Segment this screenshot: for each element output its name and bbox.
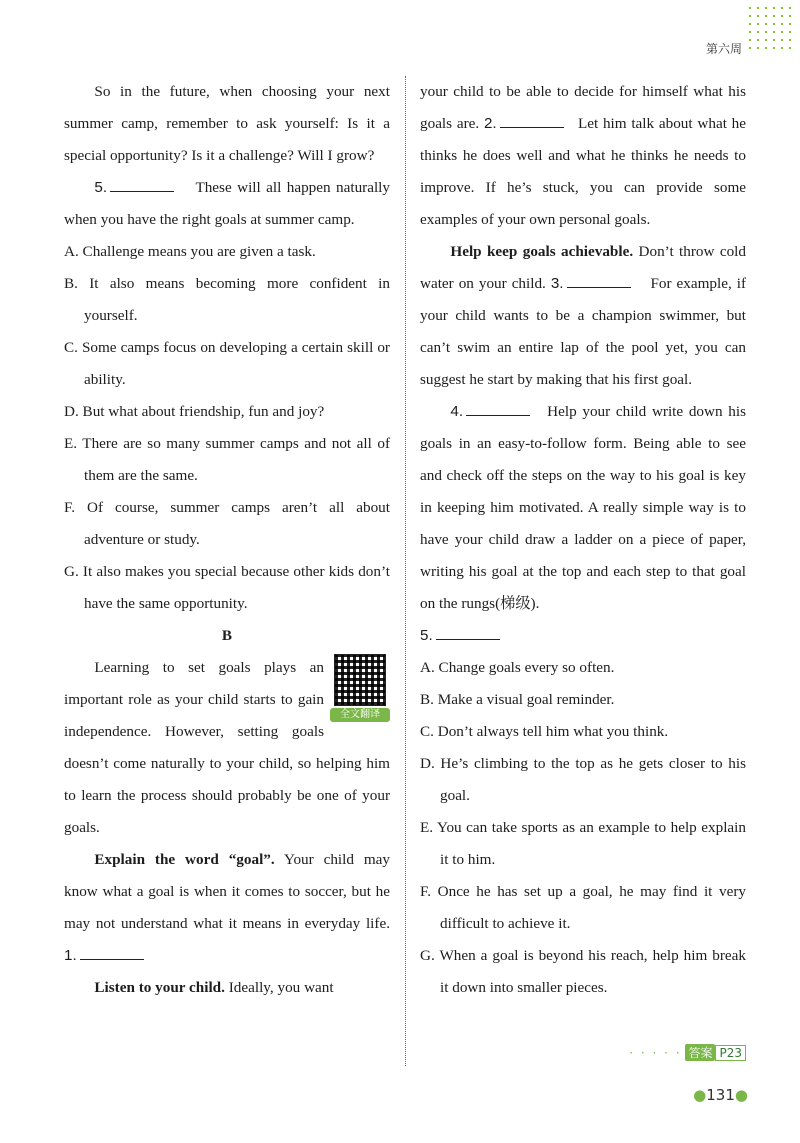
subheading: Listen to your child. [94, 979, 225, 996]
explain-paragraph [64, 844, 390, 972]
answer-blank[interactable] [567, 273, 631, 288]
paragraph: So in the future, when choosing your next summer camp, remember to ask yourself: Is it a special opportunity? Is it a challenge? Will I grow? [64, 83, 390, 164]
qr-code-icon[interactable] [334, 654, 386, 706]
option-item: D. But what about friendship, fun and joy? [64, 403, 325, 420]
answer-tag: 答案 [685, 1044, 715, 1061]
paragraph: Learning to set goals plays an important role as your child starts to gain independence. However, setting goals doesn’t come naturally to your child, so helping him to learn the process should probably be one of your goals. [64, 659, 390, 836]
answer-blank[interactable] [500, 113, 564, 128]
option-item: G. When a goal is beyond his reach, help him break it down into smaller pieces. [420, 947, 746, 996]
answer-reference[interactable] [629, 1044, 746, 1061]
paragraph [420, 76, 746, 236]
question-number: 3. [550, 275, 564, 292]
option-item: E. You can take sports as an example to help explain it to him. [420, 819, 746, 868]
qr-label: 全文翻译 [330, 708, 390, 722]
left-column [64, 76, 390, 1004]
leader-dots: · · · · · [629, 1046, 682, 1060]
paragraph-text: your child to be able to decide for himself what his goals are. [420, 83, 746, 132]
option-item: F. Of course, summer camps aren’t all about adventure or study. [64, 499, 390, 548]
option-item: B. It also means becoming more confident in yourself. [64, 275, 390, 324]
answer-blank[interactable] [466, 401, 530, 416]
corner-dot-pattern [746, 4, 796, 50]
question-number: 1. [64, 947, 77, 964]
answer-blank[interactable] [80, 945, 144, 960]
option-item: C. Some camps focus on developing a certain skill or ability. [64, 339, 390, 388]
option-item: C. Don’t always tell him what you think. [420, 723, 669, 740]
paragraph-text: Let him talk about what he thinks he does well and what he thinks he needs to improve. If he’s stuck, you can provide some examples of your own personal goals. [420, 115, 747, 228]
paragraph-text: These will all happen naturally when you have the right goals at summer camp. [64, 179, 390, 228]
question-5-line [420, 620, 746, 652]
option-item: F. Once he has set up a goal, he may find it very difficult to achieve it. [420, 883, 746, 932]
question-4-paragraph [420, 396, 746, 620]
answer-blank[interactable] [436, 625, 500, 640]
option-item: A. Change goals every so often. [420, 659, 615, 676]
question-number: 4. [450, 403, 464, 420]
question-number: 2. [483, 115, 497, 132]
subheading: Help keep goals achievable. [450, 243, 634, 260]
question-5-line [64, 172, 390, 236]
page-number-text: 131 [706, 1086, 735, 1104]
question-number: 5. [94, 179, 108, 196]
answer-page: P23 [715, 1045, 746, 1061]
option-item: B. Make a visual goal reminder. [420, 691, 615, 708]
paragraph-text: Help your child write down his goals in an easy-to-follow form. Being able to see and check off the steps on the way to his goal is key in keeping him motivated. A really simple way is to have your child draw a ladder on a piece of paper, writing his goal at the top and each step to that goal on the rungs(梯级). [420, 403, 746, 612]
help-paragraph [420, 236, 746, 396]
listen-paragraph [64, 972, 390, 1004]
option-item: G. It also makes you special because other kids don’t have the same opportunity. [64, 563, 390, 612]
paragraph-text: For example, if your child wants to be a champion swimmer, but can’t swim an entire lap of the pool yet, you can suggest he start by making that his first goal. [420, 275, 747, 388]
week-label: 第六周 [705, 42, 742, 56]
section-heading: B [221, 627, 233, 644]
option-item: A. Challenge means you are given a task. [64, 243, 316, 260]
column-divider [405, 76, 406, 1066]
paragraph-text: Don’t throw cold water on your child. [420, 243, 746, 292]
option-item: E. There are so many summer camps and not all of them are the same. [64, 435, 390, 484]
option-item: D. He’s climbing to the top as he gets closer to his goal. [420, 755, 746, 804]
bullet-icon: ● [734, 1086, 748, 1104]
paragraph-text: Ideally, you want [228, 979, 334, 996]
paragraph-text: Your child may know what a goal is when it comes to soccer, but he may not understand what it means in everyday life. [64, 851, 390, 932]
page-number [693, 1086, 748, 1104]
bullet-icon: ● [693, 1086, 707, 1104]
qr-code-block[interactable] [330, 654, 390, 720]
answer-blank[interactable] [110, 177, 174, 192]
subheading: Explain the word “goal”. [94, 851, 275, 868]
right-column [420, 76, 746, 1004]
question-number: 5. [420, 627, 433, 644]
